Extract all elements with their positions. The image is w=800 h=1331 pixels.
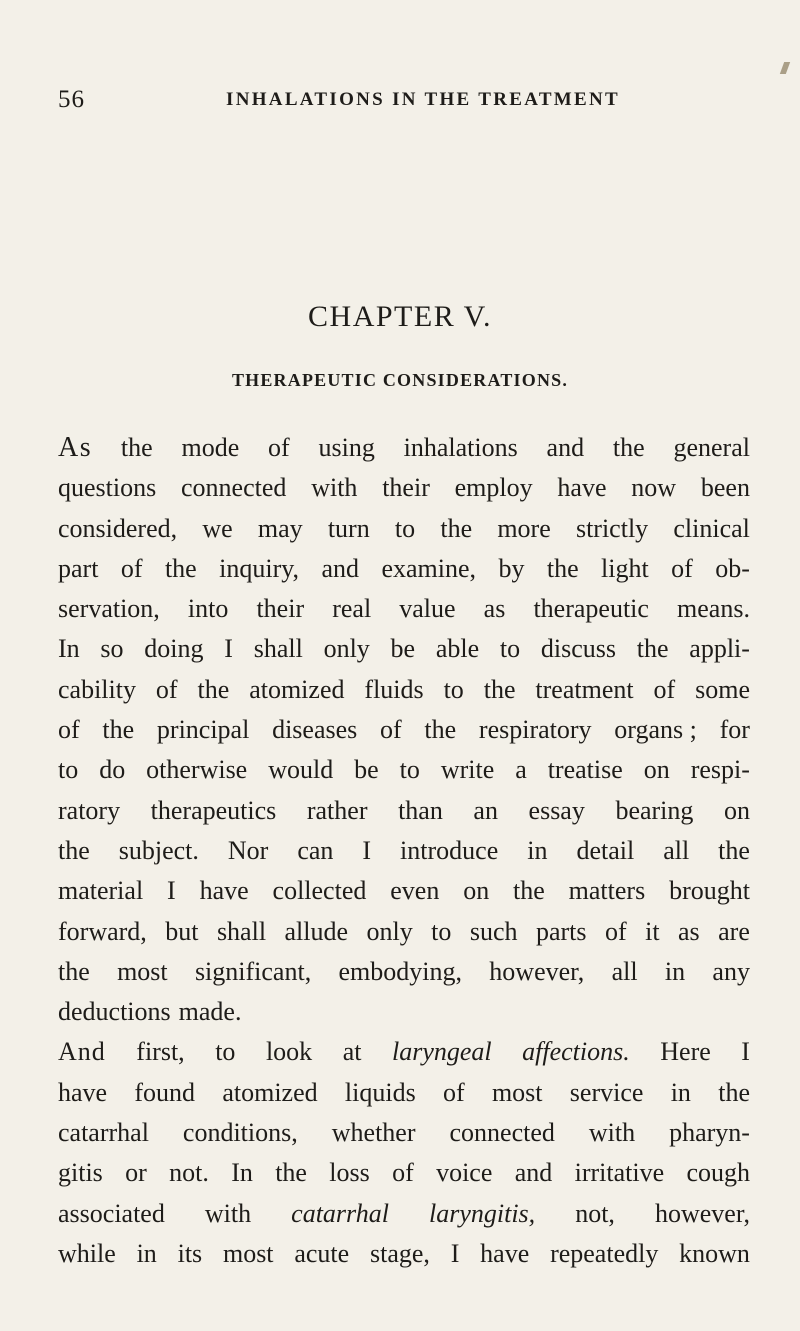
word: however,: [489, 956, 585, 986]
word: I: [362, 835, 372, 865]
word: And: [58, 1037, 106, 1067]
word: more: [497, 513, 551, 543]
word: parts: [535, 916, 587, 946]
word: into: [187, 594, 229, 624]
word: in: [664, 956, 686, 986]
running-title: INHALATIONS IN THE TREATMENT: [226, 89, 620, 110]
word: means.: [677, 594, 750, 624]
word: now: [631, 473, 677, 503]
word: cability: [58, 674, 136, 704]
word: an: [473, 795, 498, 825]
text-line: [58, 834, 750, 874]
word: known: [679, 1238, 750, 1268]
word: write: [440, 755, 495, 785]
word: while: [58, 1238, 116, 1268]
word: the: [636, 634, 669, 664]
word: Nor: [227, 835, 269, 865]
word: of: [604, 916, 627, 946]
word: the: [275, 1158, 307, 1188]
ink-mark: [780, 62, 790, 74]
word: of: [671, 553, 693, 583]
word: discuss: [540, 634, 617, 664]
text-line: [58, 753, 750, 793]
word: in: [136, 1238, 157, 1268]
italic-word: laryngitis,: [428, 1198, 536, 1228]
word: loss: [329, 1158, 370, 1188]
word: with: [204, 1198, 252, 1228]
word: the: [164, 553, 197, 583]
word: may: [257, 513, 303, 543]
word: not,: [575, 1198, 615, 1228]
word: embodying,: [338, 956, 462, 986]
word: even: [390, 876, 440, 906]
word: to: [399, 755, 420, 785]
word: using: [318, 433, 375, 462]
word: the: [424, 715, 457, 745]
word: turn: [327, 513, 370, 543]
word: catarrhal: [58, 1118, 149, 1148]
word: have: [480, 1238, 530, 1268]
word: strictly: [575, 513, 649, 543]
word: the: [58, 956, 90, 986]
word: for: [719, 715, 750, 745]
word: general: [673, 433, 750, 462]
word: I: [167, 876, 176, 906]
word: we: [202, 513, 233, 543]
word: however,: [654, 1198, 750, 1228]
word: detail: [576, 835, 635, 865]
word: significant,: [194, 956, 312, 986]
word: service: [569, 1077, 644, 1107]
body-text: [58, 431, 750, 1277]
word: to: [215, 1037, 236, 1067]
italic-word: laryngeal: [391, 1037, 492, 1067]
word: most: [222, 1238, 274, 1268]
word: light: [601, 553, 649, 583]
word: therapeutic: [533, 594, 649, 624]
word: appli-: [689, 634, 750, 664]
word: essay: [528, 795, 585, 825]
word: any: [712, 956, 750, 986]
word: of: [268, 433, 290, 462]
text-line: [58, 592, 750, 632]
word: As: [58, 432, 93, 463]
word: of: [155, 674, 178, 704]
word: would: [268, 755, 334, 785]
page-number: 56: [58, 86, 85, 113]
word: the: [120, 433, 153, 462]
word: conditions,: [182, 1118, 298, 1148]
word: deductions: [58, 997, 171, 1027]
word: collected: [272, 876, 367, 906]
word: Here: [660, 1037, 711, 1067]
word: the: [546, 553, 579, 583]
word: to: [58, 755, 79, 785]
word: inhalations: [403, 433, 518, 462]
word: most: [491, 1077, 543, 1107]
word: treatise: [547, 755, 623, 785]
word: made.: [178, 997, 242, 1027]
word: all: [663, 835, 690, 865]
word: do: [99, 755, 126, 785]
word: be: [354, 755, 379, 785]
word: as: [483, 594, 506, 624]
word: introduce: [400, 835, 499, 865]
word: allude: [284, 916, 349, 946]
word: with: [588, 1118, 636, 1148]
word: ob-: [715, 553, 750, 583]
word: matters: [568, 876, 646, 906]
running-head: [58, 86, 748, 116]
word: with: [311, 473, 358, 503]
text-line: [58, 713, 750, 753]
word: connected: [449, 1118, 555, 1148]
text-line: [58, 794, 750, 834]
word: only: [366, 916, 413, 946]
text-line: [58, 552, 750, 592]
word: on: [723, 795, 750, 825]
word: to: [431, 916, 452, 946]
word: part: [58, 553, 99, 583]
text-line: [58, 1076, 750, 1116]
word: otherwise: [146, 755, 248, 785]
text-line: [58, 995, 750, 1035]
word: respi-: [690, 755, 750, 785]
word: inquiry,: [219, 553, 300, 583]
word: repeatedly: [550, 1238, 659, 1268]
word: on: [463, 876, 490, 906]
word: its: [177, 1238, 203, 1268]
word: shall: [216, 916, 267, 946]
word: it: [645, 916, 660, 946]
word: therapeutics: [150, 795, 277, 825]
word: at: [342, 1037, 362, 1067]
word: to: [443, 674, 464, 704]
word: I: [224, 634, 233, 664]
word: than: [398, 795, 443, 825]
word: all: [611, 956, 638, 986]
word: voice: [436, 1158, 493, 1188]
word: been: [700, 473, 750, 503]
word: of: [392, 1158, 414, 1188]
word: to: [499, 634, 521, 664]
word: acute: [294, 1238, 350, 1268]
word: bearing: [615, 795, 694, 825]
word: respiratory: [478, 715, 592, 745]
word: diseases: [272, 715, 358, 745]
word: doing: [144, 634, 204, 664]
text-line: [58, 1237, 750, 1277]
word: such: [469, 916, 518, 946]
text-line: [58, 1035, 750, 1075]
word: irritative: [574, 1158, 665, 1188]
word: pharyn-: [669, 1118, 750, 1148]
word: I: [450, 1238, 460, 1268]
word: of: [58, 715, 80, 745]
word: brought: [669, 876, 750, 906]
text-line: [58, 1197, 750, 1237]
word: in: [527, 835, 548, 865]
word: in: [670, 1077, 691, 1107]
word: by: [498, 553, 525, 583]
text-line: [58, 512, 750, 552]
word: on: [643, 755, 670, 785]
italic-word: catarrhal: [291, 1198, 389, 1228]
word: the: [102, 715, 135, 745]
word: rather: [306, 795, 368, 825]
text-line: [58, 955, 750, 995]
text-line: [58, 874, 750, 914]
word: the: [513, 876, 545, 906]
text-line: [58, 632, 750, 672]
word: the: [718, 835, 750, 865]
word: forward,: [58, 916, 147, 946]
word: connected: [181, 473, 287, 503]
word: treatment: [535, 674, 634, 704]
word: only: [323, 634, 370, 664]
text-line: [58, 1156, 750, 1196]
word: I: [741, 1037, 750, 1067]
word: clinical: [673, 513, 750, 543]
text-line: [58, 431, 750, 471]
word: can: [297, 835, 334, 865]
word: be: [390, 634, 416, 664]
word: and: [514, 1158, 553, 1188]
word: whether: [331, 1118, 416, 1148]
word: atomized: [222, 1077, 318, 1107]
text-line: [58, 1116, 750, 1156]
word: organs ;: [614, 715, 697, 745]
word: considered,: [58, 513, 178, 543]
word: a: [515, 755, 527, 785]
word: examine,: [381, 553, 477, 583]
word: the: [718, 1077, 750, 1107]
word: have: [199, 876, 249, 906]
word: subject.: [118, 835, 199, 865]
word: but: [165, 916, 199, 946]
word: fluids: [364, 674, 424, 704]
word: found: [134, 1077, 196, 1107]
word: employ: [454, 473, 533, 503]
word: mode: [181, 433, 240, 462]
word: look: [265, 1037, 313, 1067]
word: associated: [58, 1198, 165, 1228]
word: and: [546, 433, 585, 462]
word: the: [440, 513, 473, 543]
word: real: [332, 594, 372, 624]
word: their: [256, 594, 305, 624]
word: not.: [169, 1158, 209, 1188]
word: servation,: [58, 594, 160, 624]
word: ratory: [58, 795, 121, 825]
word: liquids: [344, 1077, 416, 1107]
word: questions: [58, 473, 157, 503]
word: able: [435, 634, 480, 664]
word: the: [612, 433, 645, 462]
word: have: [557, 473, 607, 503]
word: of: [653, 674, 676, 704]
text-line: [58, 673, 750, 713]
word: atomized: [249, 674, 345, 704]
word: have: [58, 1077, 108, 1107]
word: first,: [136, 1037, 185, 1067]
word: most: [117, 956, 168, 986]
word: some: [695, 674, 750, 704]
word: material: [58, 876, 144, 906]
word: and: [321, 553, 360, 583]
word: so: [100, 634, 124, 664]
italic-word: affections.: [522, 1037, 630, 1067]
chapter-title: CHAPTER V.: [308, 300, 492, 333]
word: to: [394, 513, 416, 543]
section-title: THERAPEUTIC CONSIDERATIONS.: [231, 370, 569, 390]
word: of: [442, 1077, 465, 1107]
word: of: [120, 553, 143, 583]
word: cough: [686, 1158, 750, 1188]
text-line: [58, 915, 750, 955]
word: are: [718, 916, 750, 946]
text-line: [58, 471, 750, 511]
word: In: [231, 1158, 253, 1188]
word: of: [380, 715, 402, 745]
word: the: [483, 674, 516, 704]
word: shall: [253, 634, 303, 664]
word: principal: [156, 715, 250, 745]
word: gitis: [58, 1158, 103, 1188]
word: or: [125, 1158, 147, 1188]
word: the: [58, 835, 90, 865]
word: In: [58, 634, 80, 664]
word: the: [197, 674, 230, 704]
word: value: [399, 594, 456, 624]
word: stage,: [369, 1238, 430, 1268]
word: their: [382, 473, 430, 503]
word: as: [678, 916, 700, 946]
